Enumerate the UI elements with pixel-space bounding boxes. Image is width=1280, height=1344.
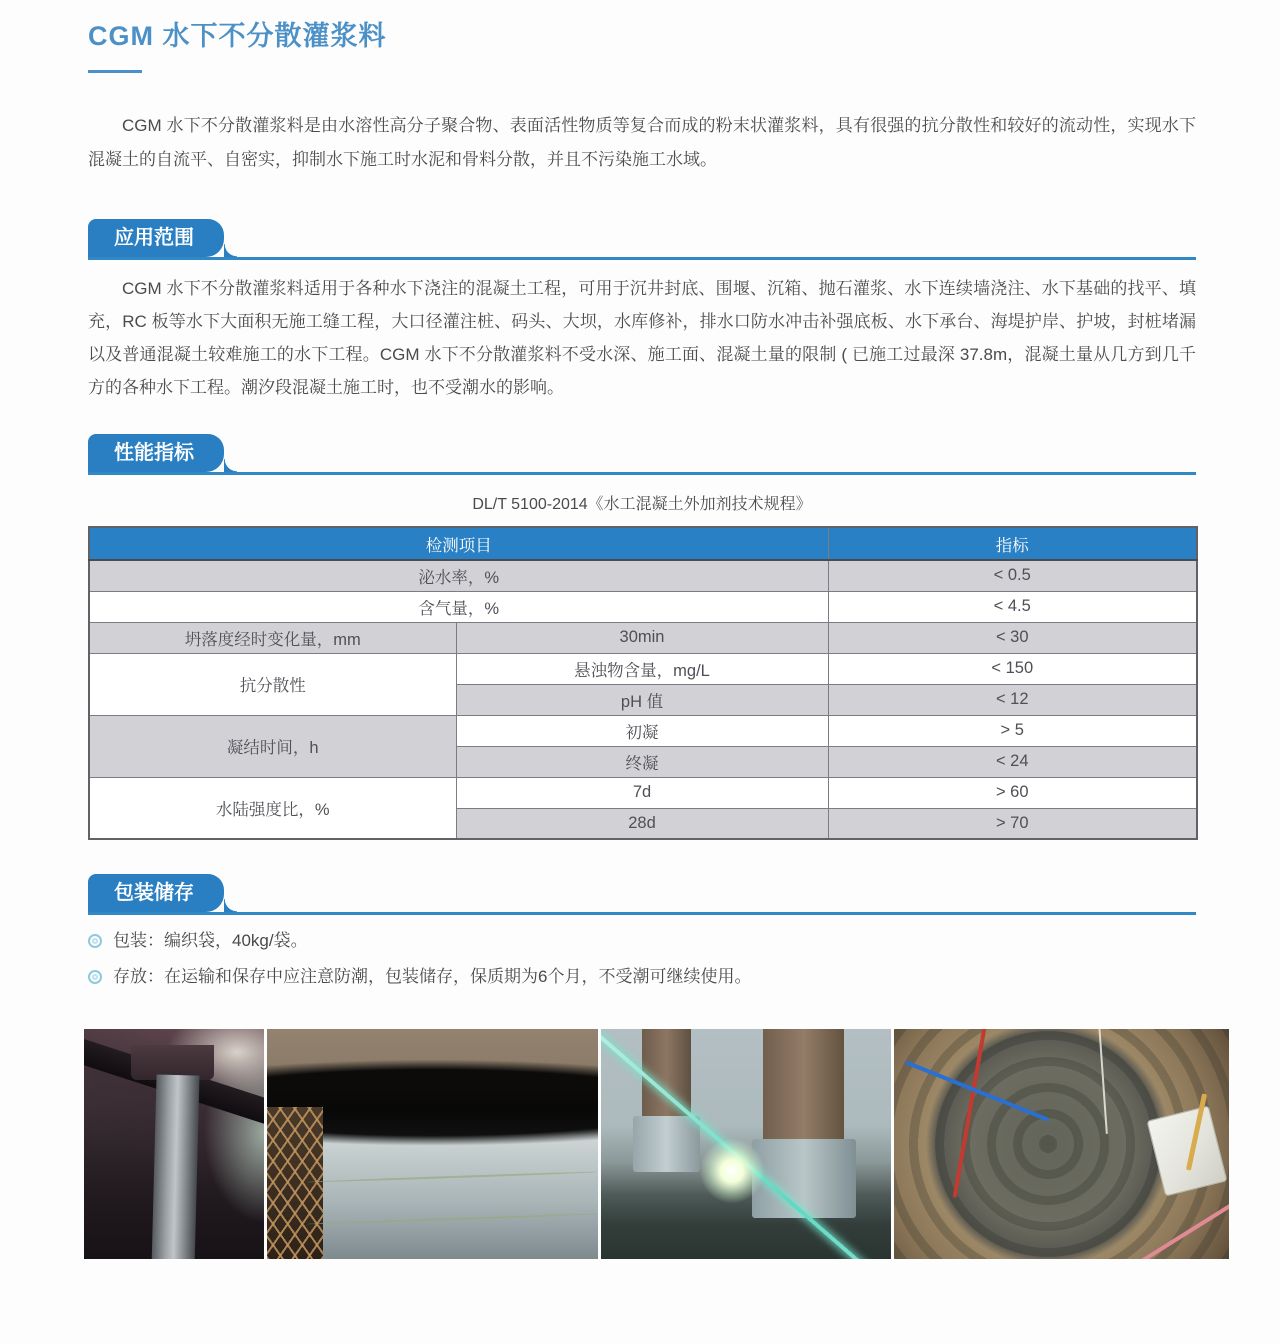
table-row [89, 560, 1197, 591]
application-paragraph: CGM 水下不分散灌浆料适用于各种水下浇注的混凝土工程，可用于沉井封底、围堰、沉箱、抛石灌浆、水下连续墙浇注、水下基础的找平、填充，RC 板等水下大面积无施工缝工程，大口径灌注桩、码头、大坝，水库修补，排水口防水冲击补强底板、水下承台、海堤护岸、护坡，封桩堵漏以及普通混凝土较难施工的水下工程。CGM 水下不分散灌浆料不受水深、施工面、混凝土量的限制 ( 已施工过最深 37.8m，混凝土量从几方到几千方的各种水下工程。潮汐段混凝土施工时，也不受潮水的影响。 [88, 279, 1196, 397]
cell-item: 含气量，% [89, 591, 828, 622]
title-underline [88, 70, 142, 73]
cell-value: > 70 [828, 808, 1197, 839]
table-row [89, 777, 1197, 808]
cell-value: > 5 [828, 715, 1197, 746]
packaging-list [88, 929, 1196, 989]
cell-item: 泌水率，% [89, 560, 828, 591]
spec-table [88, 526, 1198, 840]
cell-value: < 24 [828, 746, 1197, 777]
red-cable-shape [952, 1029, 987, 1198]
cell-sub-item: 30min [456, 622, 828, 653]
table-row [89, 591, 1197, 622]
packaging-section-badge: 包装储存 [88, 874, 224, 912]
packaging-item-text: 存放：在运输和保存中应注意防潮，包装储存，保质期为6个月，不受潮可继续使用。 [113, 967, 752, 986]
section-head-packaging [88, 874, 1196, 915]
table-row [89, 715, 1197, 746]
cell-group: 凝结时间，h [89, 715, 456, 777]
table-row [89, 622, 1197, 653]
list-item [88, 929, 1196, 953]
intro-paragraph: CGM 水下不分散灌浆料是由水溶性高分子聚合物、表面活性物质等复合而成的粉末状灌浆料，具有很强的抗分散性和较好的流动性，实现水下混凝土的自流平、自密实，抑制水下施工时水泥和骨料分散，并且不污染施工水域。 [88, 116, 1196, 169]
cell-sub-item: 初凝 [456, 715, 828, 746]
white-cable-shape [1098, 1029, 1108, 1135]
section-head-application [88, 219, 1196, 260]
pink-cable-shape [1136, 1202, 1229, 1259]
cell-sub-item: 28d [456, 808, 828, 839]
underwater-piers-photo [601, 1029, 890, 1259]
header-cell-item: 检测项目 [89, 527, 828, 560]
ring-bullet-icon [88, 934, 102, 948]
photo-strip [84, 1029, 1229, 1259]
white-box-shape [1147, 1105, 1228, 1196]
cell-group: 水陆强度比，% [89, 777, 456, 839]
pier-formwork-photo [84, 1029, 264, 1259]
cell-value: < 12 [828, 684, 1197, 715]
ring-bullet-inner [92, 938, 98, 944]
steel-pipe-shape [152, 1074, 200, 1259]
table-header-row [89, 527, 1197, 560]
cell-value: < 30 [828, 622, 1197, 653]
cell-sub-item: 终凝 [456, 746, 828, 777]
cell-sub-item: pH 值 [456, 684, 828, 715]
caisson-pit-photo [894, 1029, 1229, 1259]
pier-jacket-shape [633, 1116, 700, 1171]
cell-sub-item: 悬浊物含量，mg/L [456, 653, 828, 684]
cell-sub-item: 7d [456, 777, 828, 808]
header-cell-value: 指标 [828, 527, 1197, 560]
cell-value: < 150 [828, 653, 1197, 684]
list-item [88, 965, 1196, 989]
section-head-performance [88, 434, 1196, 475]
cell-value: < 0.5 [828, 560, 1197, 591]
pile-seam-line [307, 1171, 598, 1183]
application-section-badge: 应用范围 [88, 219, 224, 257]
wire-mesh-shape [267, 1107, 323, 1259]
concrete-pile-repair-photo [267, 1029, 598, 1259]
ring-bullet-inner [92, 974, 98, 980]
table-row [89, 653, 1197, 684]
performance-section-badge: 性能指标 [88, 434, 224, 472]
cell-value: < 4.5 [828, 591, 1197, 622]
work-light-glow [700, 1139, 764, 1203]
cell-item: 坍落度经时变化量，mm [89, 622, 456, 653]
packaging-item-text: 包装：编织袋，40kg/袋。 [113, 931, 308, 950]
spec-table-caption: DL/T 5100-2014《水工混凝土外加剂技术规程》 [472, 496, 812, 513]
cell-group: 抗分散性 [89, 653, 456, 715]
ring-bullet-icon [88, 970, 102, 984]
pile-seam-line [307, 1213, 598, 1225]
page-title: CGM 水下不分散灌浆料 [88, 21, 387, 51]
cell-value: > 60 [828, 777, 1197, 808]
